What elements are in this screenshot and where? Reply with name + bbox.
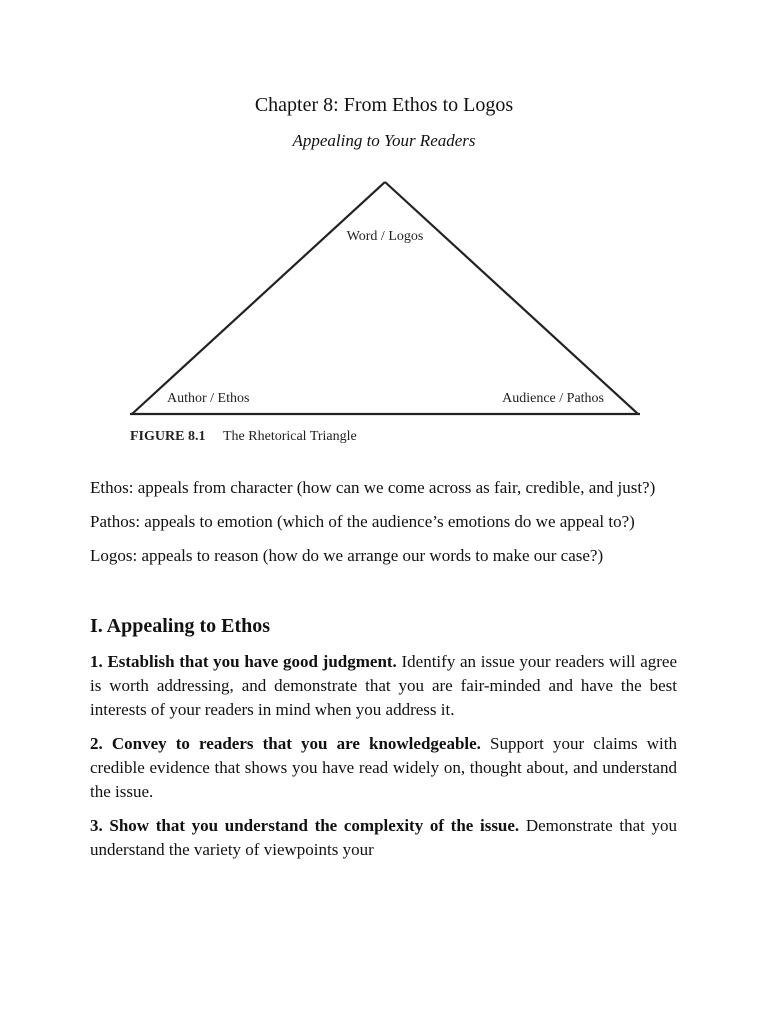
item-1-lead: 1. Establish that you have good judgment. xyxy=(90,652,397,671)
item-3-lead: 3. Show that you understand the complexity of the issue. xyxy=(90,816,520,835)
figure-caption-text: The Rhetorical Triangle xyxy=(223,429,357,444)
vertex-label-ethos: Author / Ethos xyxy=(167,391,250,406)
definition-logos: Logos: appeals to reason (how do we arrange our words to make our case?) xyxy=(90,546,604,565)
triangle-left-edge xyxy=(132,182,385,414)
paragraph-item-2 xyxy=(90,732,677,804)
section-body xyxy=(90,650,677,872)
appeal-definitions xyxy=(90,476,690,578)
figure-caption-number: FIGURE 8.1 xyxy=(130,429,206,444)
section-heading: I. Appealing to Ethos xyxy=(90,615,271,637)
item-3-text: Demonstrate that you understand the variety of viewpoints your xyxy=(90,816,677,859)
paragraph-item-3 xyxy=(90,814,677,862)
triangle-right-edge xyxy=(385,182,638,414)
item-2-text: Support your claims with credible evidence that shows you have read widely on, thought about, and understand the issue. xyxy=(90,734,677,801)
definition-ethos: Ethos: appeals from character (how can we come across as fair, credible, and just?) xyxy=(90,478,656,497)
rhetorical-triangle-figure xyxy=(126,176,646,456)
rhetorical-triangle-diagram xyxy=(126,176,646,456)
chapter-subtitle: Appealing to Your Readers xyxy=(292,131,476,150)
paragraph-item-1 xyxy=(90,650,677,722)
chapter-title: Chapter 8: From Ethos to Logos xyxy=(254,94,514,116)
definition-pathos: Pathos: appeals to emotion (which of the audience’s emotions do we appeal to?) xyxy=(90,512,635,531)
vertex-label-logos: Word / Logos xyxy=(346,229,424,244)
vertex-label-pathos: Audience / Pathos xyxy=(502,391,604,406)
item-1-text: Identify an issue your readers will agree is worth addressing, and demonstrate that you are fair-minded and have the best interests of your readers in mind when you address it. xyxy=(90,652,677,719)
item-2-lead: 2. Convey to readers that you are knowledgeable. xyxy=(90,734,481,753)
